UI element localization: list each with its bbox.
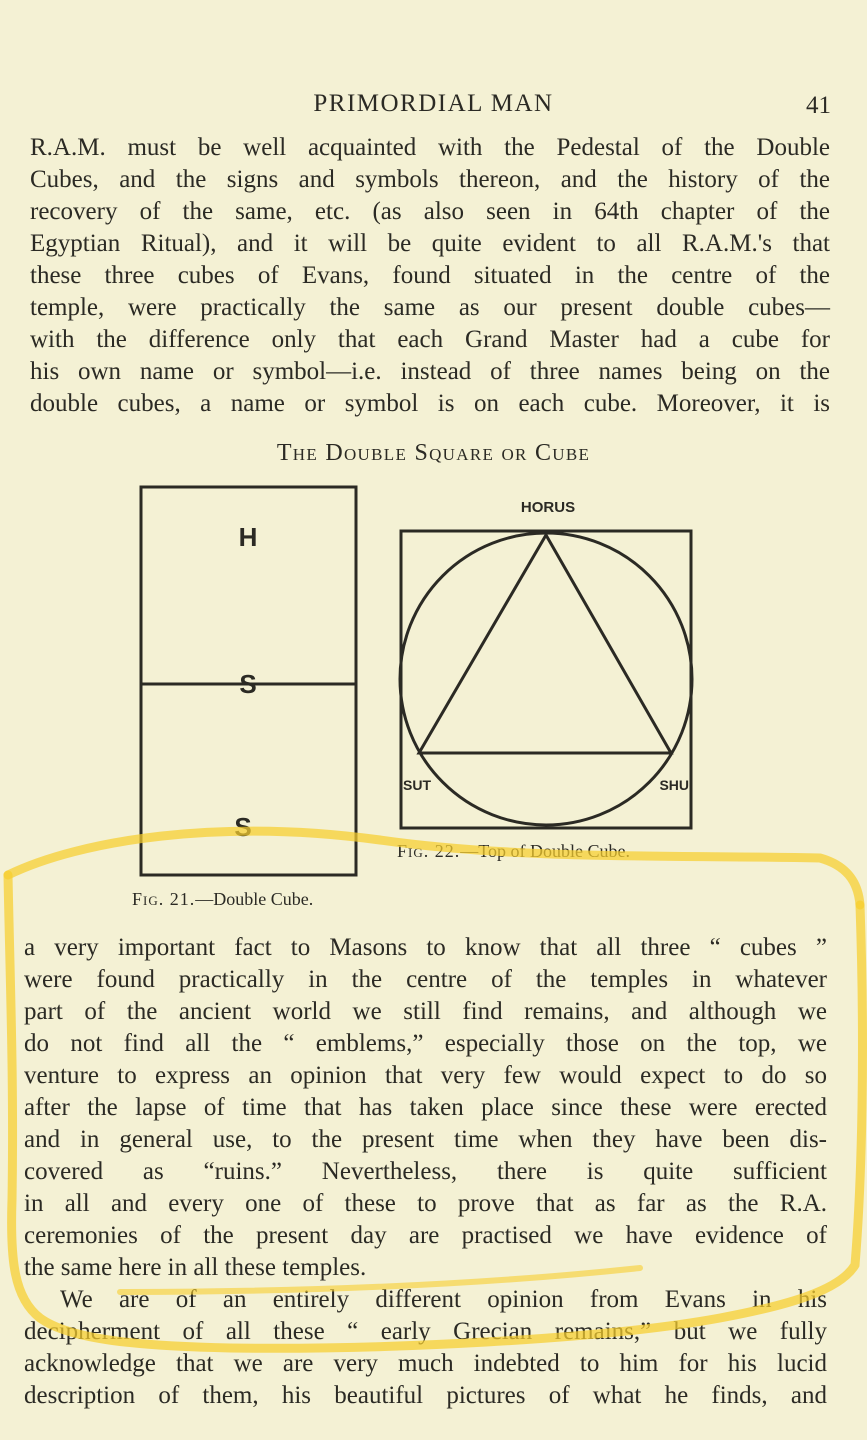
text-line: were found practically in the centre of the temples in whatever bbox=[24, 966, 827, 993]
text-line: temple, were practically the same as our present double cubes— bbox=[30, 294, 830, 321]
paragraph-2 bbox=[24, 932, 827, 1284]
fig21-top-letter: H bbox=[238, 522, 258, 552]
fig22-shu-label: SHU bbox=[659, 777, 689, 793]
fig22-horus-label: HORUS bbox=[520, 499, 576, 516]
text-line: these three cubes of Evans, found situated in the centre of the bbox=[30, 262, 830, 289]
text-line: do not find all the “ emblems,” especially those on the top, we bbox=[24, 1030, 827, 1057]
page-number: 41 bbox=[806, 92, 831, 119]
fig22-circle bbox=[400, 533, 692, 825]
text-line: venture to express an opinion that very few would expect to do so bbox=[24, 1062, 827, 1089]
text-line: after the lapse of time that has taken place since these were erected bbox=[24, 1094, 827, 1121]
fig22-sut-label: SUT bbox=[403, 777, 431, 793]
figure-title: The Double Square or Cube bbox=[276, 440, 591, 466]
fig21-caption-label: Fig. 21. bbox=[132, 889, 196, 909]
text-line: R.A.M. must be well acquainted with the Pedestal of the Double bbox=[30, 134, 830, 161]
text-line: description of them, his beautiful pictures of what he finds, and bbox=[24, 1382, 827, 1409]
text-line: double cubes, a name or symbol is on each cube. Moreover, it is bbox=[30, 390, 830, 417]
text-line: Cubes, and the signs and symbols thereon, and the history of the bbox=[30, 166, 830, 193]
text-line: part of the ancient world we still find remains, and although we bbox=[24, 998, 827, 1025]
text-line: with the difference only that each Grand Master had a cube for bbox=[30, 326, 830, 353]
text-line: decipherment of all these “ early Grecian remains,” but we fully bbox=[24, 1318, 827, 1345]
fig22-caption-label: Fig. 22. bbox=[397, 841, 461, 861]
text-line: Egyptian Ritual), and it will be quite evident to all R.A.M.'s that bbox=[30, 230, 830, 257]
fig21-mid-letter: S bbox=[239, 669, 257, 699]
text-line: the same here in all these temples. bbox=[24, 1254, 367, 1281]
text-line: in all and every one of these to prove that as far as the R.A. bbox=[24, 1190, 827, 1217]
fig22-caption-text: —Top of Double Cube. bbox=[460, 841, 630, 861]
text-line: his own name or symbol—i.e. instead of three names being on the bbox=[30, 358, 830, 385]
fig21-bottom-letter: S bbox=[234, 812, 252, 842]
running-title: PRIMORDIAL MAN bbox=[313, 90, 554, 117]
text-line: a very important fact to Masons to know that all three “ cubes ” bbox=[24, 934, 827, 961]
fig21-caption bbox=[132, 889, 313, 910]
text-line: covered as “ruins.” Nevertheless, there is quite sufficient bbox=[24, 1158, 827, 1185]
fig21-caption-text: —Double Cube. bbox=[195, 889, 314, 909]
text-line: recovery of the same, etc. (as also seen in 64th chapter of the bbox=[30, 198, 830, 225]
paragraph-3 bbox=[24, 1284, 827, 1412]
fig22-caption bbox=[397, 841, 630, 862]
text-line: ceremonies of the present day are practised we have evidence of bbox=[24, 1222, 827, 1249]
fig22-top-of-cube bbox=[400, 531, 692, 828]
text-line: We are of an entirely different opinion from Evans in his bbox=[60, 1286, 827, 1313]
fig22-triangle bbox=[419, 535, 671, 753]
text-line: and in general use, to the present time when they have been dis- bbox=[24, 1126, 827, 1153]
text-line: acknowledge that we are very much indebted to him for his lucid bbox=[24, 1350, 827, 1377]
